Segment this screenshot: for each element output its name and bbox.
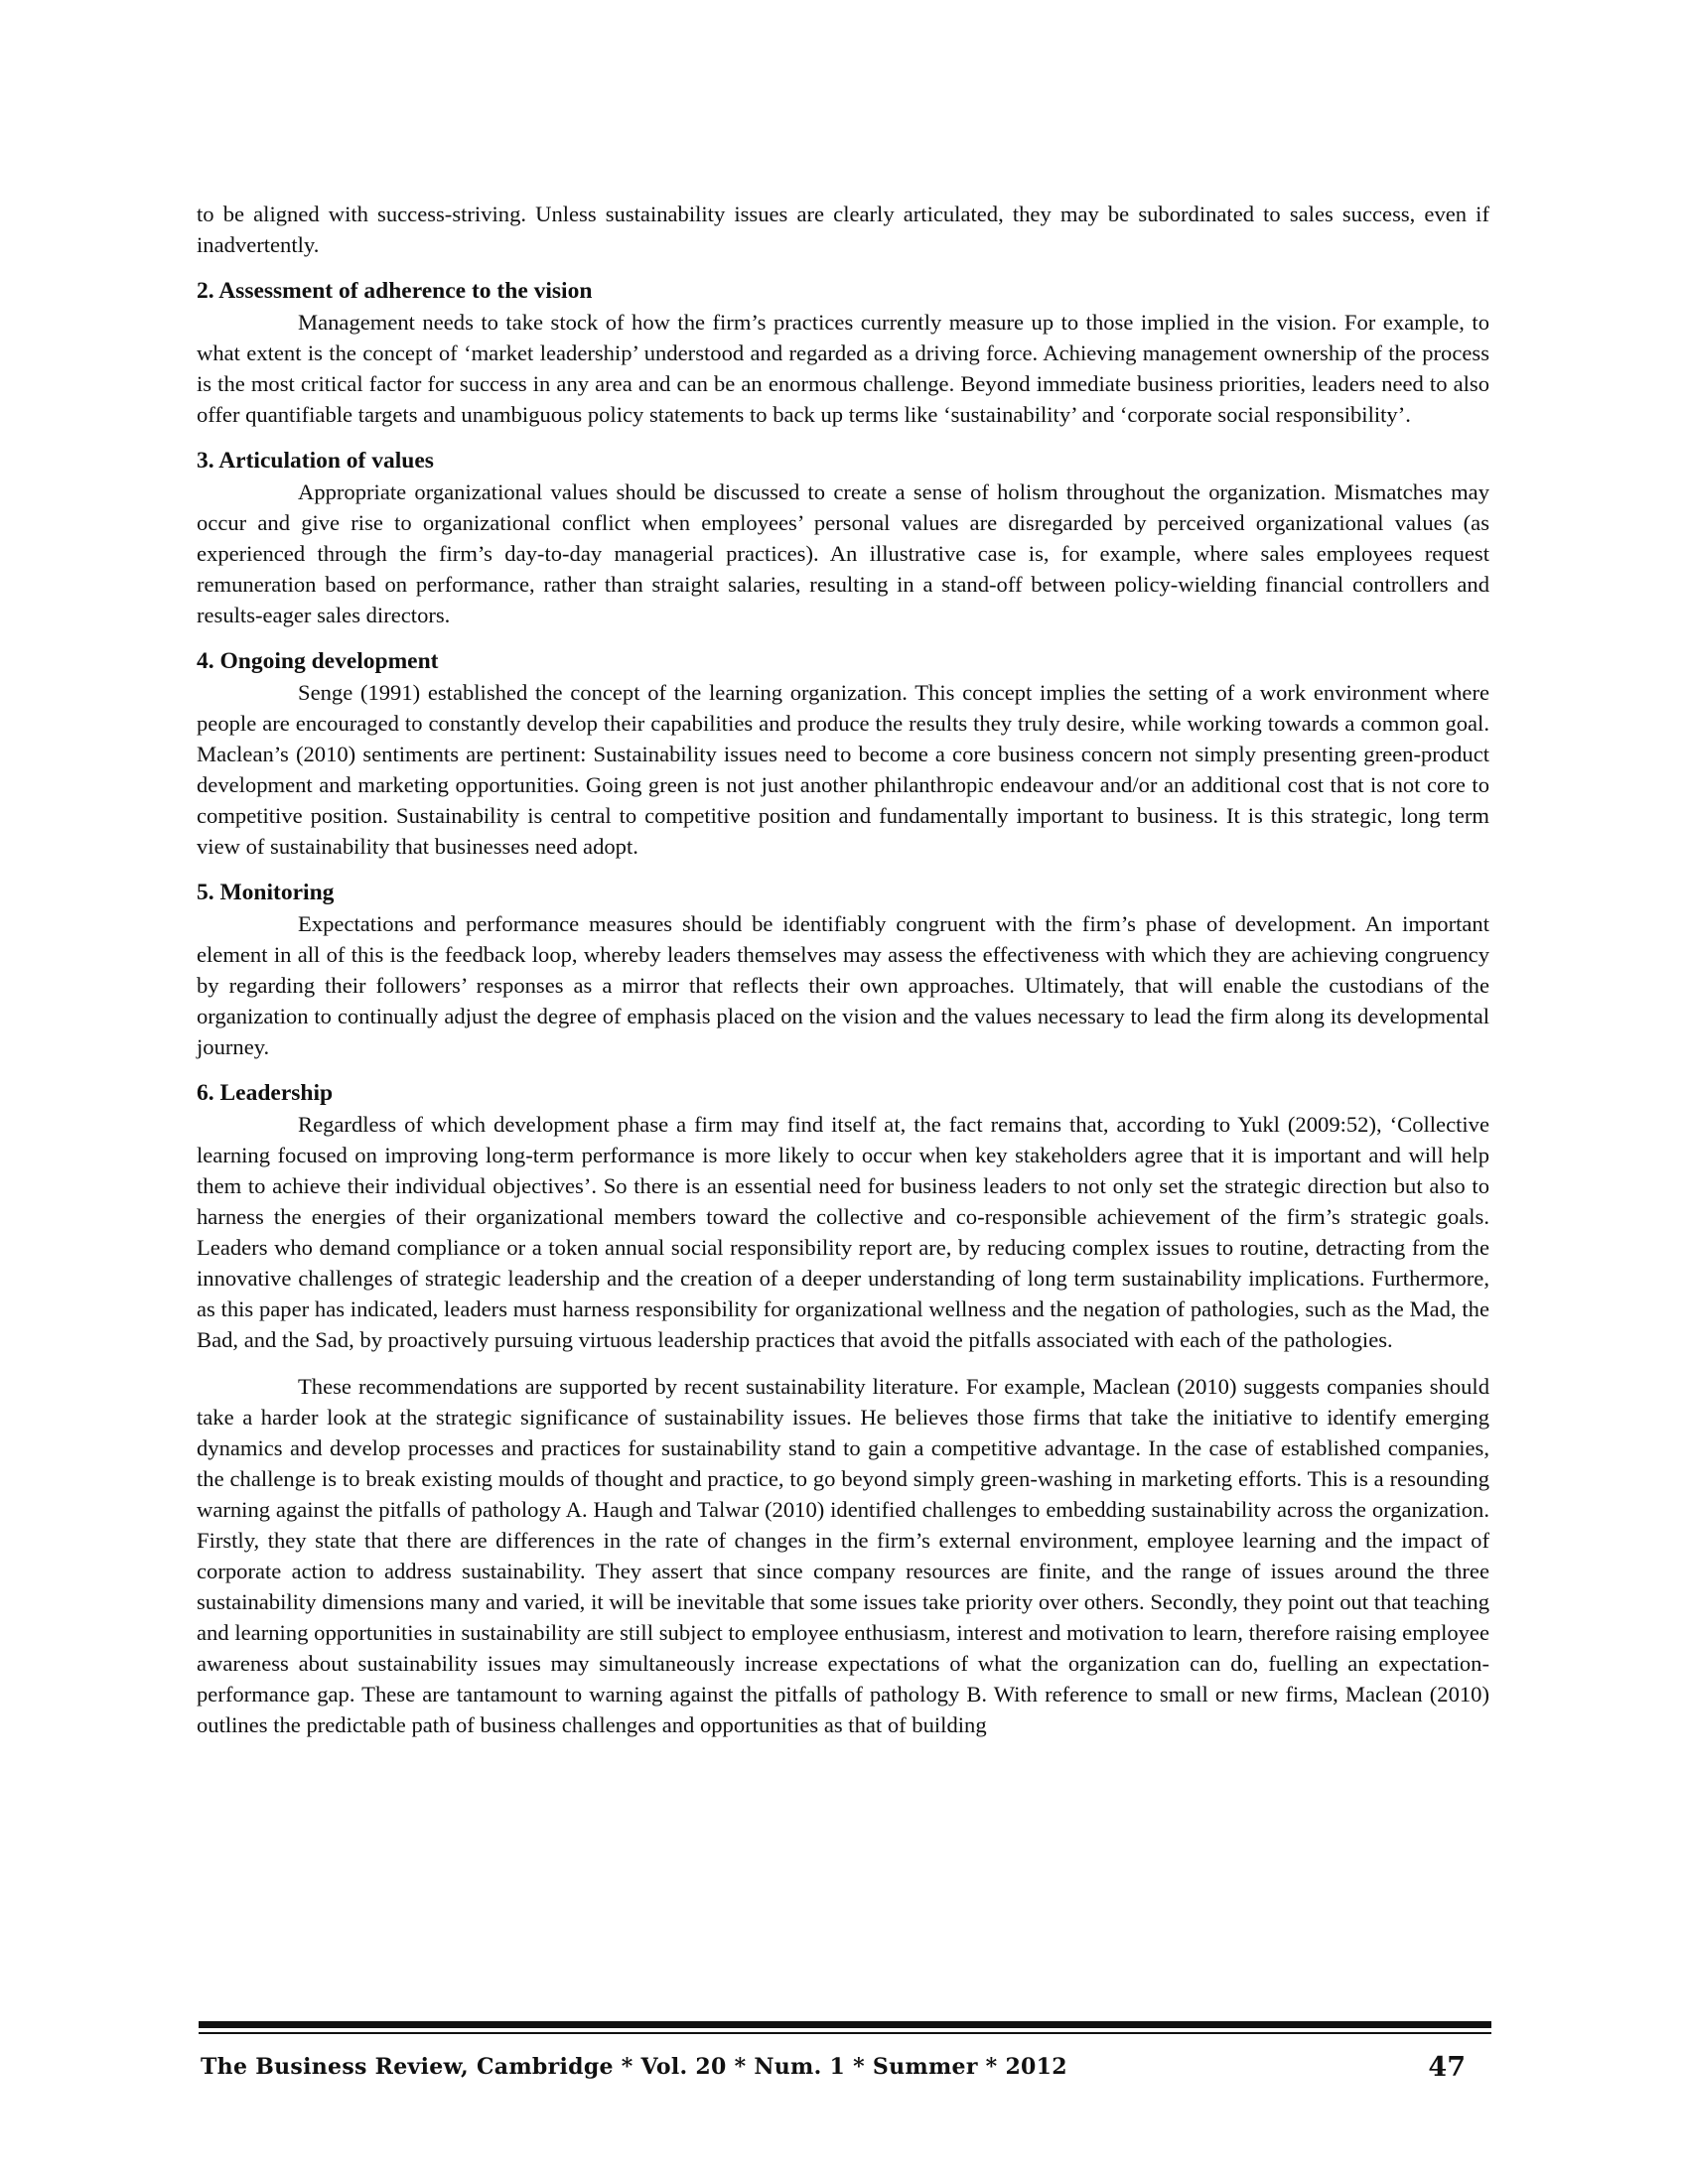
section-ongoing-development	[197, 646, 1489, 862]
section-assessment-of-adherence	[197, 276, 1489, 430]
section-body-paragraph: Regardless of which development phase a firm may find itself at, the fact remains that, according to Yukl (2009:52), ‘Collective learning focused on improving long-term performance is more likely to occur when key stakeholders agree that it is important and will help them to achieve their individual objectives’. So there is an essential need for business leaders to not only set the strategic direction but also to harness the energies of their organizational members toward the collective and co-responsible achievement of the firm’s strategic goals. Leaders who demand compliance or a token annual social responsibility report are, by reducing complex issues to routine, detracting from the innovative challenges of strategic leadership and the creation of a deeper understanding of long term sustainability implications. Furthermore, as this paper has indicated, leaders must harness responsibility for organizational wellness and the negation of pathologies, such as the Mad, the Bad, and the Sad, by proactively pursuing virtuous leadership practices that avoid the pitfalls associated with each of the pathologies.	[197, 1112, 1489, 1352]
page-body	[197, 199, 1489, 1740]
page-footer	[199, 2049, 1491, 2089]
section-body-paragraph: Senge (1991) established the concept of the learning organization. This concept implies the setting of a work environment where people are encouraged to constantly develop their capabilities and produce the results they truly desire, while working towards a common goal. Maclean’s (2010) sentiments are pertinent: Sustainability issues need to become a core business concern not simply presenting green-product development and marketing opportunities. Going green is not just another philanthropic endeavour and/or an additional cost that is not core to competitive position. Sustainability is central to competitive position and fundamentally important to business. It is this strategic, long term view of sustainability that businesses need adopt.	[197, 680, 1489, 859]
section-body-paragraph: Management needs to take stock of how the firm’s practices currently measure up to those implied in the vision. For example, to what extent is the concept of ‘market leadership’ understood and regarded as a driving force. Achieving management ownership of the process is the most critical factor for success in any area and can be an enormous challenge. Beyond immediate business priorities, leaders need to also offer quantifiable targets and unambiguous policy statements to back up terms like ‘sustainability’ and ‘corporate social responsibility’.	[197, 310, 1489, 427]
section-heading: 6. Leadership	[197, 1080, 334, 1106]
intro-continuation-paragraph: to be aligned with success-striving. Unless sustainability issues are clearly articulated, they may be subordinated to sales success, even if inadvertently.	[197, 202, 1489, 257]
section-articulation-of-values	[197, 446, 1489, 630]
section-body-paragraph: Expectations and performance measures should be identifiably congruent with the firm’s phase of development. An important element in all of this is the feedback loop, whereby leaders themselves may assess the effectiveness with which they are achieving congruency by regarding their followers’ responses as a mirror that reflects their own approaches. Ultimately, that will enable the custodians of the organization to continually adjust the degree of emphasis placed on the vision and the values necessary to lead the firm along its developmental journey.	[197, 911, 1489, 1059]
section-heading: 4. Ongoing development	[197, 648, 439, 674]
journal-citation: The Business Review, Cambridge * Vol. 20 * Num. 1 * Summer * 2012	[201, 2054, 1067, 2080]
section-heading: 5. Monitoring	[197, 880, 335, 905]
section-monitoring	[197, 878, 1489, 1062]
page-number: 47	[1428, 2052, 1466, 2083]
closing-paragraph: These recommendations are supported by recent sustainability literature. For example, Maclean (2010) suggests companies should take a harder look at the strategic significance of sustainability issues. He believes those firms that take the initiative to identify emerging dynamics and develop processes and practices for sustainability stand to gain a competitive advantage. In the case of established companies, the challenge is to break existing moulds of thought and practice, to go beyond simply green-washing in marketing efforts. This is a resounding warning against the pitfalls of pathology A. Haugh and Talwar (2010) identified challenges to embedding sustainability across the organization. Firstly, they state that there are differences in the rate of changes in the firm’s external environment, employee learning and the impact of corporate action to address sustainability. They assert that since company resources are finite, and the range of issues around the three sustainability dimensions many and varied, it will be inevitable that some issues take priority over others. Secondly, they point out that teaching and learning opportunities in sustainability are still subject to employee enthusiasm, interest and motivation to learn, therefore raising employee awareness about sustainability issues may simultaneously increase expectations of what the organization can do, fuelling an expectation-performance gap. These are tantamount to warning against the pitfalls of pathology B. With reference to small or new firms, Maclean (2010) outlines the predictable path of business challenges and opportunities as that of building	[197, 1374, 1489, 1737]
section-heading: 3. Articulation of values	[197, 448, 434, 474]
section-heading: 2. Assessment of adherence to the vision	[197, 278, 593, 304]
section-body-paragraph: Appropriate organizational values should be discussed to create a sense of holism throughout the organization. Mismatches may occur and give rise to organizational conflict when employees’ personal values are disregarded by perceived organizational values (as experienced through the firm’s day-to-day managerial practices). An illustrative case is, for example, where sales employees request remuneration based on performance, rather than straight salaries, resulting in a stand-off between policy-wielding financial controllers and results-eager sales directors.	[197, 479, 1489, 627]
footer-divider-thick	[199, 2021, 1491, 2028]
section-leadership	[197, 1078, 1489, 1355]
footer-divider-thin	[199, 2032, 1491, 2034]
